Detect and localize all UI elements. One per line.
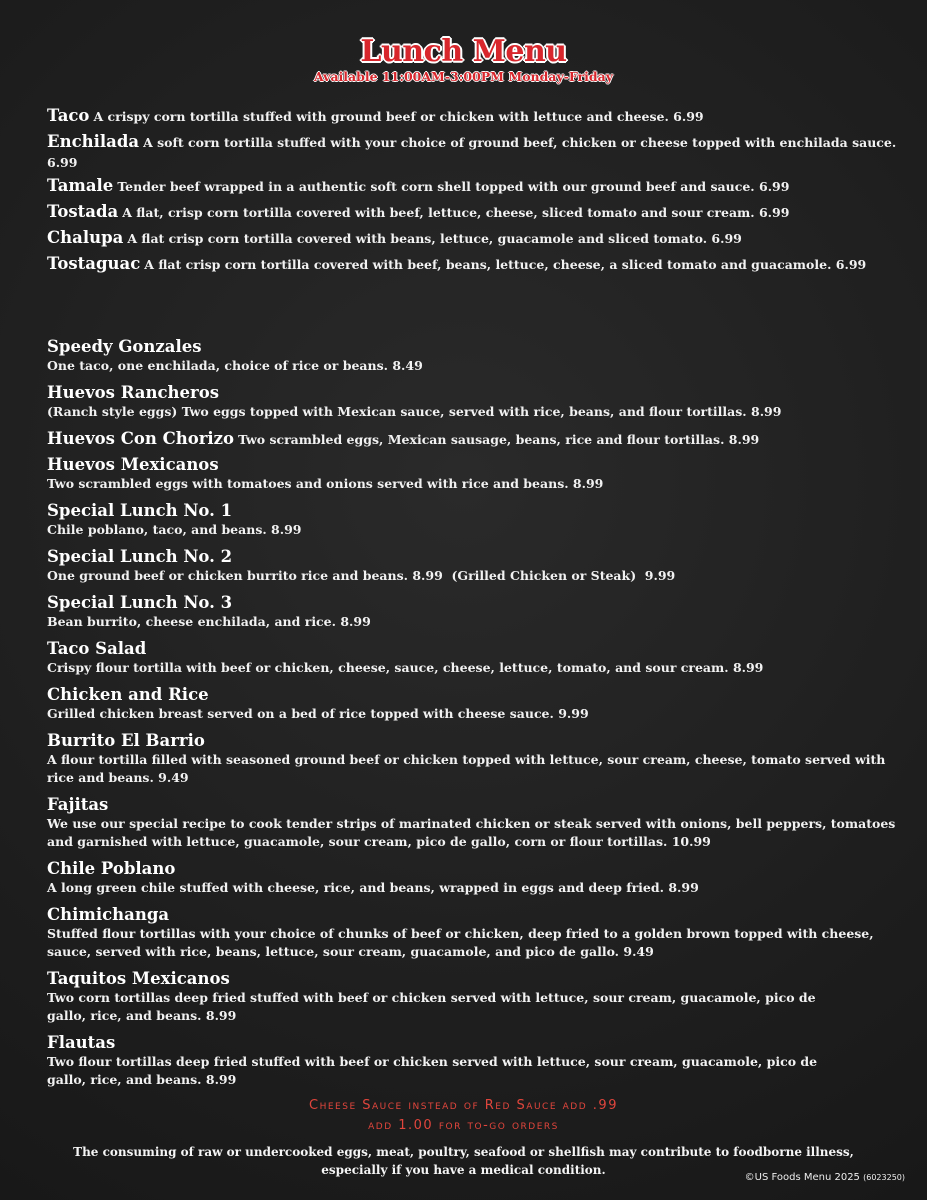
menu-item-flautas [47, 1033, 837, 1089]
menu-item-chimichanga [47, 905, 897, 961]
item-desc: Crispy flour tortilla with beef or chicken, cheese, sauce, cheese, lettuce, tomato, and sour cream. 8.99 [47, 660, 764, 675]
item-desc: A crispy corn tortilla stuffed with ground beef or chicken with lettuce and cheese. 6.99 [93, 109, 704, 124]
item-desc: A flat, crisp corn tortilla covered with beef, lettuce, cheese, sliced tomato and sour cream. 6.99 [122, 205, 790, 220]
menu-title: Lunch Menu [360, 34, 567, 69]
item-desc: A flat crisp corn tortilla covered with beef, beans, lettuce, cheese, a sliced tomato and guacamole. 6.99 [144, 257, 867, 272]
item-desc: A flour tortilla filled with seasoned ground beef or chicken topped with lettuce, sour cream, cheese, tomato served with rice and beans. 9.49 [47, 752, 886, 785]
item-desc: A long green chile stuffed with cheese, rice, and beans, wrapped in eggs and deep fried. 8.99 [47, 880, 699, 895]
menu-item-huevos-rancheros [47, 383, 897, 421]
item-desc: (Ranch style eggs) Two eggs topped with Mexican sauce, served with rice, beans, and flour tortillas. 8.99 [47, 404, 782, 419]
item-name: Taco [47, 106, 90, 125]
menu-item-special-lunch-2 [47, 547, 897, 585]
menu-item-speedy-gonzales [47, 337, 897, 375]
menu-item-special-lunch-1 [47, 501, 897, 539]
item-name: Chile Poblano [47, 859, 176, 878]
menu-item-taco [47, 106, 897, 126]
item-desc: We use our special recipe to cook tender strips of marinated chicken or steak served with onions, bell peppers, tomatoes and garnished with lettuce, guacamole, sour cream, pico de gallo, corn or flour tortillas. 10.99 [47, 816, 896, 849]
item-desc: Bean burrito, cheese enchilada, and rice. 8.99 [47, 614, 371, 629]
menu-item-tostaguac [47, 254, 897, 274]
item-desc: Two corn tortillas deep fried stuffed with beef or chicken served with lettuce, sour cream, guacamole, pico de gallo, rice, and beans. 8.99 [47, 990, 816, 1023]
item-name: Tostaguac [47, 254, 141, 273]
menu-item-chile-poblano [47, 859, 897, 897]
item-name: Chimichanga [47, 905, 170, 924]
menu-item-chalupa [47, 228, 897, 248]
item-name: Special Lunch No. 2 [47, 547, 233, 566]
item-desc: Tender beef wrapped in a authentic soft corn shell topped with our ground beef and sauce. 6.99 [117, 179, 790, 194]
item-name: Special Lunch No. 1 [47, 501, 233, 520]
item-name: Fajitas [47, 795, 109, 814]
item-name: Special Lunch No. 3 [47, 593, 233, 612]
menu-code: (6023250) [863, 1173, 905, 1182]
menu-header [0, 36, 927, 84]
item-desc: Stuffed flour tortillas with your choice of chunks of beef or chicken, deep fried to a golden brown topped with cheese, sauce, served with rice, beans, lettuce, sour cream, guacamole, and pico de gallo. 9.49 [47, 926, 874, 959]
menu-item-fajitas [47, 795, 897, 851]
item-name: Chalupa [47, 228, 124, 247]
menu-item-taco-salad [47, 639, 897, 677]
menu-item-tamale [47, 176, 897, 196]
item-name: Burrito El Barrio [47, 731, 205, 750]
item-desc: Chile poblano, taco, and beans. 8.99 [47, 522, 302, 537]
menu-item-special-lunch-3 [47, 593, 897, 631]
copyright-notice [745, 1172, 905, 1183]
menu-item-huevos-con-chorizo [47, 429, 897, 449]
item-desc: A flat crisp corn tortilla covered with beans, lettuce, guacamole and sliced tomato. 6.99 [127, 231, 742, 246]
item-name: Tostada [47, 202, 119, 221]
item-name: Taco Salad [47, 639, 147, 658]
item-name: Huevos Mexicanos [47, 455, 219, 474]
item-name: Tamale [47, 176, 114, 195]
item-desc: Two scrambled eggs, Mexican sausage, beans, rice and flour tortillas. 8.99 [238, 432, 760, 447]
item-name: Huevos Con Chorizo [47, 429, 235, 448]
item-name: Taquitos Mexicanos [47, 969, 230, 988]
cheese-sauce-note: Cheese Sauce instead of Red Sauce add .99 [309, 1098, 618, 1113]
menu-item-tostada [47, 202, 897, 222]
item-name: Huevos Rancheros [47, 383, 220, 402]
item-name: Speedy Gonzales [47, 337, 202, 356]
menu-item-chicken-and-rice [47, 685, 897, 723]
item-desc: One taco, one enchilada, choice of rice or beans. 8.49 [47, 358, 423, 373]
item-desc: A soft corn tortilla stuffed with your choice of ground beef, chicken or cheese topped with enchilada sauce. 6.99 [47, 135, 897, 170]
menu-item-burrito-el-barrio [47, 731, 897, 787]
item-desc: One ground beef or chicken burrito rice and beans. 8.99 (Grilled Chicken or Steak) 9.99 [47, 568, 676, 583]
item-name: Chicken and Rice [47, 685, 209, 704]
item-desc: Two scrambled eggs with tomatoes and onions served with rice and beans. 8.99 [47, 476, 604, 491]
item-name: Flautas [47, 1033, 116, 1052]
menu-item-taquitos-mexicanos [47, 969, 837, 1025]
menu-hours: Available 11:00AM-3:00PM Monday-Friday [313, 69, 613, 84]
item-desc: Two flour tortillas deep fried stuffed with beef or chicken served with lettuce, sour cream, guacamole, pico de gallo, rice, and beans. 8.99 [47, 1054, 818, 1087]
menu-item-enchilada [47, 132, 897, 172]
item-name: Enchilada [47, 132, 140, 151]
foodborne-illness-warning: The consuming of raw or undercooked eggs, meat, poultry, seafood or shellfish may contribute to foodborne illness, especially if you have a medical condition. [73, 1145, 854, 1177]
togo-note: add 1.00 for to-go orders [368, 1118, 559, 1133]
copyright-text: ©US Foods Menu 2025 [744, 1172, 860, 1183]
menu-item-huevos-mexicanos [47, 455, 897, 493]
item-desc: Grilled chicken breast served on a bed of rice topped with cheese sauce. 9.99 [47, 706, 589, 721]
